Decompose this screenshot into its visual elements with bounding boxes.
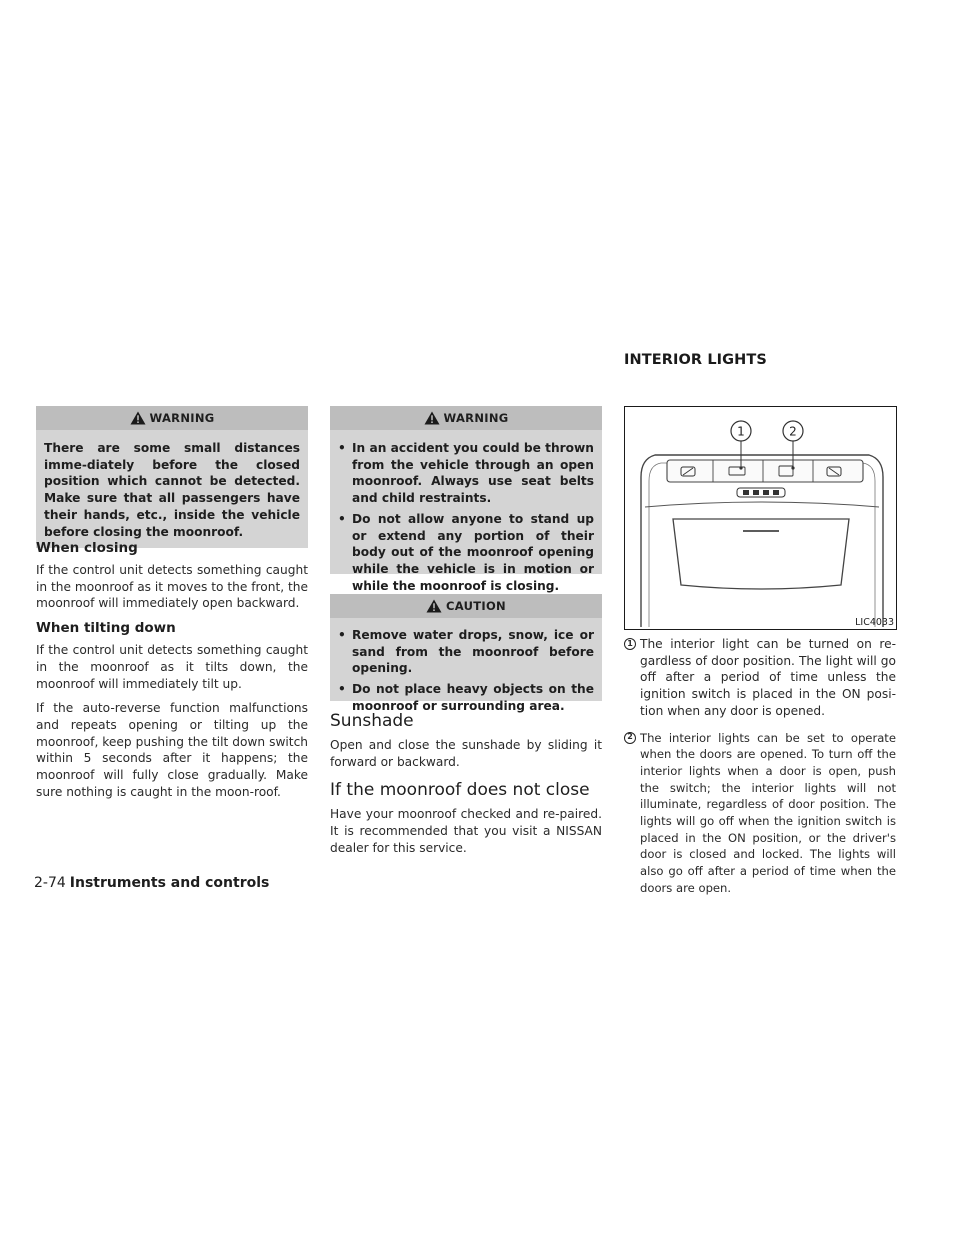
warning-icon bbox=[424, 411, 440, 425]
when-closing-text: If the control unit detects something caught in the moonroof as it moves to the front, the moonroof will immediately open backward. bbox=[36, 563, 308, 611]
warning-label: WARNING bbox=[149, 411, 215, 425]
callout-1: 1 bbox=[737, 424, 745, 439]
page-number: 2-74 bbox=[34, 875, 66, 891]
warning-label: WARNING bbox=[443, 411, 509, 425]
list-item: • Do not allow anyone to stand up or extend any portion of their body out of the moonroof opening while the vehicle is in motion or while the moonroof is closing. bbox=[338, 511, 594, 593]
list-item: • In an accident you could be thrown from the vehicle through an open moonroof. Always use seat belts and child restraints. bbox=[338, 441, 594, 506]
interior-light-figure bbox=[624, 406, 897, 630]
callout-2: 2 bbox=[789, 424, 797, 439]
number-badge: 2 bbox=[624, 732, 636, 744]
heading-not-close: If the moonroof does not close bbox=[330, 780, 590, 801]
caution-box bbox=[330, 594, 602, 713]
left-column-text bbox=[36, 540, 308, 800]
item-1-text: The interior light can be turned on re-gardless of door position. The light will go off after a period of time unless the ignition switch is placed in the ON posi-tion when any door is opened. bbox=[640, 637, 896, 718]
caution-icon bbox=[426, 599, 442, 613]
list-item: • Do not place heavy objects on the moonroof or surrounding area. bbox=[338, 682, 594, 713]
when-tilting-text: If the control unit detects something caught in the moonroof as it tilts down, the moonroof will immediately tilt up. bbox=[36, 643, 308, 691]
caution-header bbox=[330, 594, 602, 618]
warning-icon bbox=[130, 411, 146, 425]
interior-light-illustration bbox=[625, 407, 896, 629]
auto-reverse-text: If the auto-reverse function malfunctions and repeats opening or tilting up the moonroof, keep pushing the tilt down switch within 5 seconds after it happens; the moonroof will fully close gradually. Make sure nothing is caught in the moon-roof. bbox=[36, 701, 308, 799]
middle-column-text bbox=[330, 711, 602, 857]
not-close-text: Have your moonroof checked and re-paired. It is recommended that you visit a NISSAN dealer for this service. bbox=[330, 807, 602, 855]
section-title: INTERIOR LIGHTS bbox=[624, 352, 767, 368]
number-badge: 1 bbox=[624, 638, 636, 650]
sunshade-text: Open and close the sunshade by sliding it forward or backward. bbox=[330, 738, 602, 769]
heading-sunshade: Sunshade bbox=[330, 711, 414, 731]
warning-header bbox=[330, 406, 602, 430]
figure-code: LIC4033 bbox=[855, 617, 894, 628]
chapter-title: Instruments and controls bbox=[69, 875, 270, 891]
list-item bbox=[624, 636, 896, 720]
right-column-text bbox=[624, 636, 896, 897]
list-item bbox=[624, 730, 896, 897]
warning-text: There are some small distances imme-diately before the closed position which cannot be detected. Make sure that all passengers have their hands, etc., inside the vehicle before closing the moonroof. bbox=[44, 441, 300, 539]
item-2-text: The interior lights can be set to operate when the doors are opened. To turn off the interior lights when a door is open, push the switch; the interior lights will not illuminate, regardless of door position. The lights will go off when the ignition switch is placed in the ON position, or the driver's door is closed and locked. The lights will also go off after a period of time when the doors are open. bbox=[640, 730, 896, 895]
caution-label: CAUTION bbox=[446, 599, 506, 613]
heading-when-closing: When closing bbox=[36, 540, 138, 556]
warning-header bbox=[36, 406, 308, 430]
page-footer bbox=[34, 875, 269, 891]
list-item: • Remove water drops, snow, ice or sand from the moonroof before opening. bbox=[338, 628, 594, 676]
heading-when-tilting: When tilting down bbox=[36, 620, 176, 637]
warning-box-middle bbox=[330, 406, 602, 593]
warning-box-left bbox=[36, 406, 308, 548]
